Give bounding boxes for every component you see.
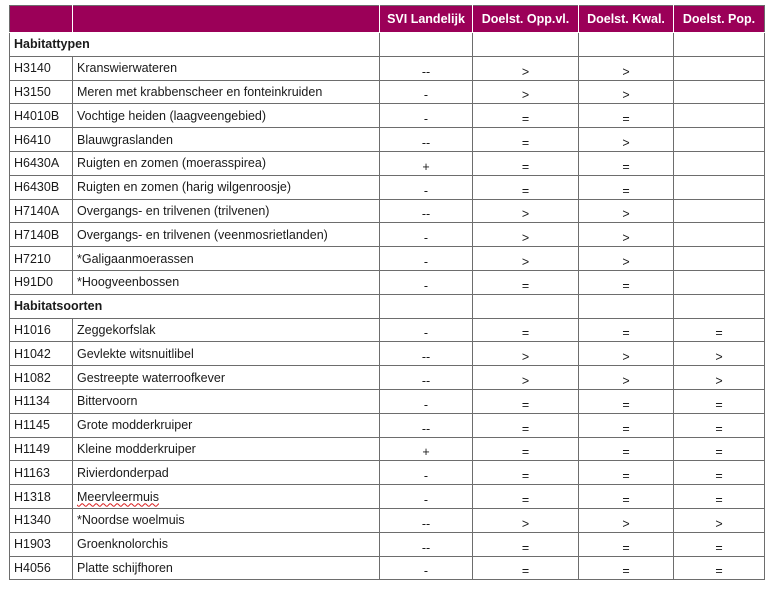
pop-cell	[674, 247, 765, 271]
header-doelst-pop: Doelst. Pop.	[674, 6, 765, 33]
kwal-cell: >	[579, 247, 674, 271]
kwal-cell: >	[579, 342, 674, 366]
svi-cell: -	[380, 223, 473, 247]
table-row	[10, 342, 765, 366]
pop-cell: =	[674, 485, 765, 509]
name-cell: *Hoogveenbossen	[73, 270, 380, 294]
name-cell: Rivierdonderpad	[73, 461, 380, 485]
table-row	[10, 80, 765, 104]
pop-cell: >	[674, 366, 765, 390]
opp-cell: =	[473, 270, 579, 294]
section-title: Habitatsoorten	[10, 294, 380, 318]
table-row	[10, 556, 765, 580]
name-cell: Ruigten en zomen (harig wilgenroosje)	[73, 175, 380, 199]
table-row	[10, 366, 765, 390]
kwal-cell: =	[579, 175, 674, 199]
opp-cell: =	[473, 556, 579, 580]
pop-cell	[674, 175, 765, 199]
opp-cell: >	[473, 247, 579, 271]
pop-cell	[674, 128, 765, 152]
svi-cell: -	[380, 556, 473, 580]
opp-cell: =	[473, 151, 579, 175]
name-cell: Gevlekte witsnuitlibel	[73, 342, 380, 366]
opp-cell: >	[473, 223, 579, 247]
code-cell: H6430B	[10, 175, 73, 199]
svi-cell: -	[380, 175, 473, 199]
name-cell: Blauwgraslanden	[73, 128, 380, 152]
code-cell: H3150	[10, 80, 73, 104]
code-cell: H1340	[10, 508, 73, 532]
kwal-cell: =	[579, 532, 674, 556]
svi-cell: -	[380, 104, 473, 128]
kwal-cell: =	[579, 437, 674, 461]
table-row	[10, 128, 765, 152]
name-cell: Groenknolorchis	[73, 532, 380, 556]
table-row	[10, 508, 765, 532]
kwal-cell: >	[579, 56, 674, 80]
table-row	[10, 223, 765, 247]
pop-cell: =	[674, 556, 765, 580]
name-cell: Gestreepte waterroofkever	[73, 366, 380, 390]
name-cell: Meren met krabbenscheer en fonteinkruiden	[73, 80, 380, 104]
spellcheck-text: Meervleermuis	[77, 489, 159, 504]
svi-cell: --	[380, 128, 473, 152]
code-cell: H6410	[10, 128, 73, 152]
code-cell: H7140B	[10, 223, 73, 247]
name-cell: Kleine modderkruiper	[73, 437, 380, 461]
kwal-cell: =	[579, 389, 674, 413]
header-name	[73, 6, 380, 33]
kwal-cell: =	[579, 270, 674, 294]
opp-cell: =	[473, 485, 579, 509]
svi-cell: -	[380, 80, 473, 104]
pop-cell	[674, 151, 765, 175]
pop-cell: =	[674, 532, 765, 556]
svi-cell: -	[380, 247, 473, 271]
table-row	[10, 247, 765, 271]
name-cell: *Noordse woelmuis	[73, 508, 380, 532]
name-cell: Zeggekorfslak	[73, 318, 380, 342]
code-cell: H1145	[10, 413, 73, 437]
svi-cell: -	[380, 485, 473, 509]
svi-cell: --	[380, 508, 473, 532]
svi-cell: --	[380, 199, 473, 223]
svi-cell: -	[380, 270, 473, 294]
empty-cell	[473, 33, 579, 57]
pop-cell	[674, 80, 765, 104]
svi-cell: -	[380, 461, 473, 485]
name-cell: Ruigten en zomen (moerasspirea)	[73, 151, 380, 175]
opp-cell: >	[473, 342, 579, 366]
table-body	[10, 33, 765, 580]
document-page	[9, 5, 765, 580]
code-cell: H1149	[10, 437, 73, 461]
kwal-cell: =	[579, 104, 674, 128]
opp-cell: =	[473, 128, 579, 152]
svi-cell: -	[380, 318, 473, 342]
kwal-cell: =	[579, 556, 674, 580]
pop-cell: =	[674, 437, 765, 461]
header-svi-landelijk: SVI Landelijk	[380, 6, 473, 33]
kwal-cell: >	[579, 366, 674, 390]
table-row	[10, 199, 765, 223]
code-cell: H4010B	[10, 104, 73, 128]
kwal-cell: >	[579, 199, 674, 223]
opp-cell: =	[473, 318, 579, 342]
code-cell: H6430A	[10, 151, 73, 175]
code-cell: H91D0	[10, 270, 73, 294]
opp-cell: =	[473, 389, 579, 413]
empty-cell	[380, 294, 473, 318]
section-title: Habitattypen	[10, 33, 380, 57]
table-row	[10, 175, 765, 199]
name-cell: Vochtige heiden (laagveengebied)	[73, 104, 380, 128]
pop-cell	[674, 199, 765, 223]
table-row	[10, 104, 765, 128]
code-cell: H1134	[10, 389, 73, 413]
opp-cell: =	[473, 437, 579, 461]
table-header	[10, 6, 765, 33]
code-cell: H7210	[10, 247, 73, 271]
opp-cell: =	[473, 413, 579, 437]
table-row	[10, 389, 765, 413]
pop-cell: =	[674, 389, 765, 413]
name-cell: Overgangs- en trilvenen (veenmosrietlanden)	[73, 223, 380, 247]
opp-cell: >	[473, 56, 579, 80]
name-cell: Overgangs- en trilvenen (trilvenen)	[73, 199, 380, 223]
empty-cell	[380, 33, 473, 57]
pop-cell: =	[674, 318, 765, 342]
section-row	[10, 294, 765, 318]
kwal-cell: =	[579, 485, 674, 509]
pop-cell	[674, 223, 765, 247]
opp-cell: >	[473, 80, 579, 104]
empty-cell	[674, 33, 765, 57]
pop-cell	[674, 104, 765, 128]
opp-cell: =	[473, 532, 579, 556]
opp-cell: =	[473, 104, 579, 128]
table-row	[10, 437, 765, 461]
header-row	[10, 6, 765, 33]
opp-cell: >	[473, 366, 579, 390]
svi-cell: +	[380, 437, 473, 461]
svi-cell: --	[380, 413, 473, 437]
pop-cell: =	[674, 461, 765, 485]
table-row	[10, 461, 765, 485]
pop-cell	[674, 56, 765, 80]
pop-cell: >	[674, 342, 765, 366]
code-cell: H1042	[10, 342, 73, 366]
svi-cell: --	[380, 342, 473, 366]
svi-cell: --	[380, 532, 473, 556]
code-cell: H3140	[10, 56, 73, 80]
habitat-table	[9, 5, 765, 580]
name-cell: Grote modderkruiper	[73, 413, 380, 437]
table-row	[10, 151, 765, 175]
name-cell: Platte schijfhoren	[73, 556, 380, 580]
header-doelst-opp: Doelst. Opp.vl.	[473, 6, 579, 33]
pop-cell	[674, 270, 765, 294]
table-row	[10, 413, 765, 437]
name-cell	[73, 485, 380, 509]
svi-cell: +	[380, 151, 473, 175]
name-cell: *Galigaanmoerassen	[73, 247, 380, 271]
code-cell: H1082	[10, 366, 73, 390]
table-row	[10, 56, 765, 80]
code-cell: H7140A	[10, 199, 73, 223]
name-cell: Bittervoorn	[73, 389, 380, 413]
kwal-cell: >	[579, 80, 674, 104]
code-cell: H1163	[10, 461, 73, 485]
code-cell: H1318	[10, 485, 73, 509]
kwal-cell: >	[579, 128, 674, 152]
empty-cell	[674, 294, 765, 318]
empty-cell	[579, 294, 674, 318]
kwal-cell: >	[579, 508, 674, 532]
opp-cell: =	[473, 175, 579, 199]
pop-cell: =	[674, 413, 765, 437]
kwal-cell: >	[579, 223, 674, 247]
kwal-cell: =	[579, 413, 674, 437]
table-row	[10, 485, 765, 509]
pop-cell: >	[674, 508, 765, 532]
section-row	[10, 33, 765, 57]
kwal-cell: =	[579, 461, 674, 485]
svi-cell: --	[380, 366, 473, 390]
header-code	[10, 6, 73, 33]
opp-cell: >	[473, 199, 579, 223]
name-cell: Kranswierwateren	[73, 56, 380, 80]
code-cell: H4056	[10, 556, 73, 580]
empty-cell	[579, 33, 674, 57]
table-row	[10, 270, 765, 294]
opp-cell: >	[473, 508, 579, 532]
code-cell: H1903	[10, 532, 73, 556]
header-doelst-kwal: Doelst. Kwal.	[579, 6, 674, 33]
empty-cell	[473, 294, 579, 318]
opp-cell: =	[473, 461, 579, 485]
table-row	[10, 318, 765, 342]
kwal-cell: =	[579, 151, 674, 175]
table-row	[10, 532, 765, 556]
svi-cell: --	[380, 56, 473, 80]
kwal-cell: =	[579, 318, 674, 342]
code-cell: H1016	[10, 318, 73, 342]
svi-cell: -	[380, 389, 473, 413]
